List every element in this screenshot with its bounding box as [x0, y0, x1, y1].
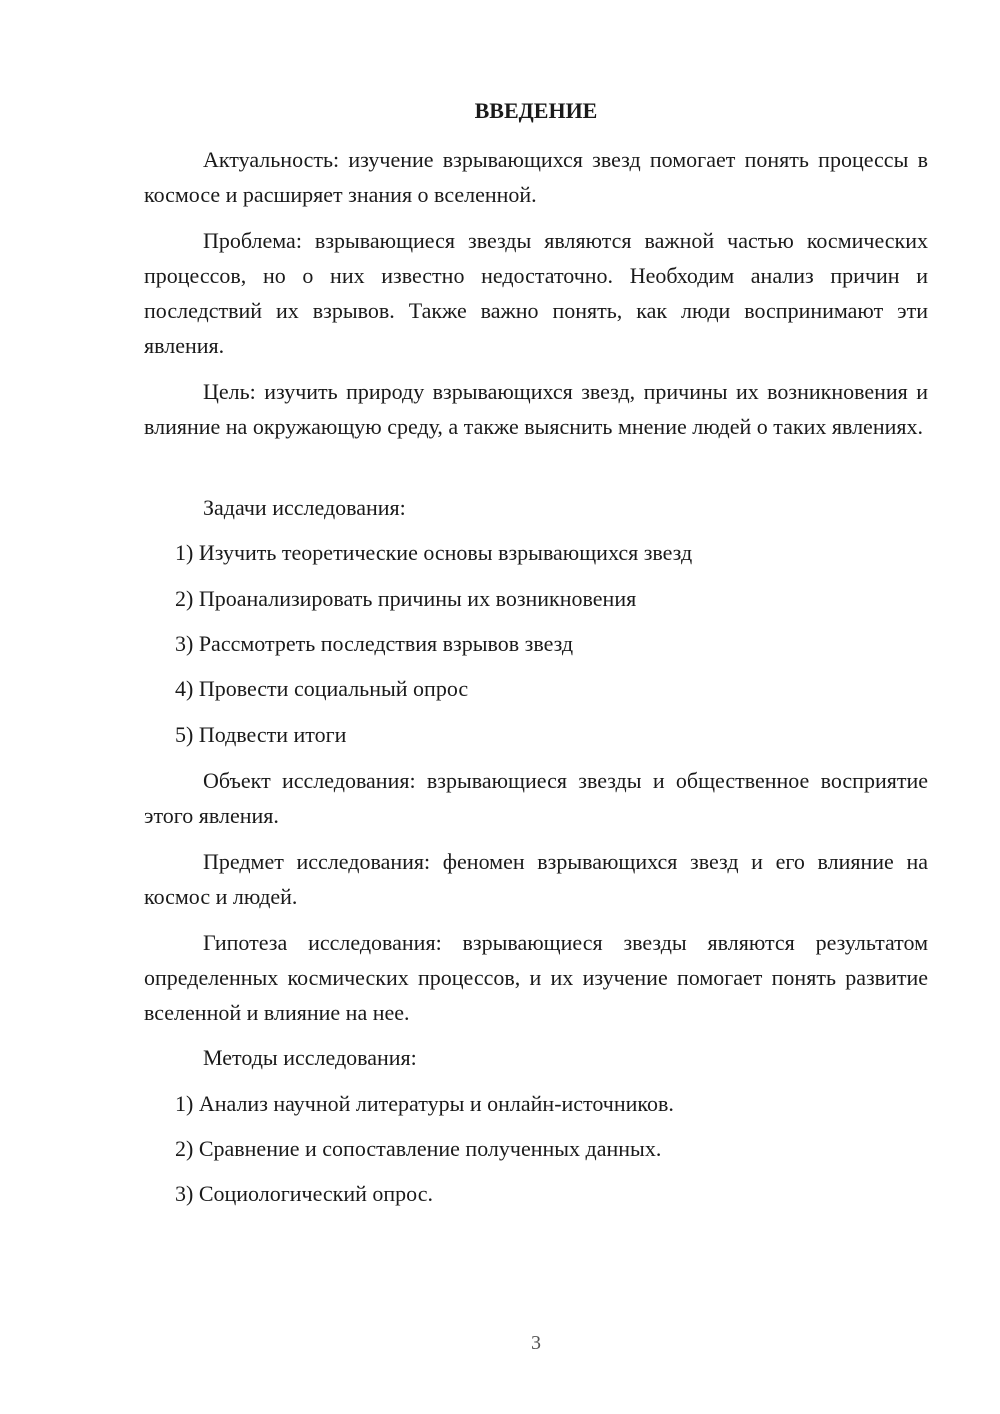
problem-paragraph: Проблема: взрывающиеся звезды являются важной частью космических процессов, но о них известно недостаточно. Необходим анализ причин и последствий их взрывов. Также важно понять, как люди воспринимают эти явления. — [144, 228, 928, 358]
task-item: 2) Проанализировать причины их возникновения — [175, 586, 637, 611]
hypothesis-paragraph: Гипотеза исследования: взрывающиеся звезды являются результатом определенных космических процессов, и их изучение помогает понять развитие вселенной и влияние на нее. — [144, 930, 928, 1025]
goal-paragraph: Цель: изучить природу взрывающихся звезд, причины их возникновения и влияние на окружающую среду, а также выяснить мнение людей о таких явлениях. — [144, 379, 928, 439]
tasks-heading: Задачи исследования: — [203, 495, 406, 520]
object-paragraph: Объект исследования: взрывающиеся звезды и общественное восприятие этого явления. — [144, 768, 928, 828]
relevance-paragraph: Актуальность: изучение взрывающихся звезд помогает понять процессы в космосе и расширяет знания о вселенной. — [144, 147, 928, 207]
task-item: 4) Провести социальный опрос — [175, 676, 469, 701]
page-title: ВВЕДЕНИЕ — [474, 98, 598, 123]
task-item: 5) Подвести итоги — [175, 722, 347, 747]
method-item: 2) Сравнение и сопоставление полученных данных. — [175, 1136, 662, 1161]
method-item: 3) Социологический опрос. — [175, 1181, 433, 1206]
method-item: 1) Анализ научной литературы и онлайн-источников. — [175, 1091, 674, 1116]
methods-heading: Методы исследования: — [203, 1045, 417, 1070]
task-item: 3) Рассмотреть последствия взрывов звезд — [175, 631, 574, 656]
task-item: 1) Изучить теоретические основы взрывающихся звезд — [175, 540, 693, 565]
subject-paragraph: Предмет исследования: феномен взрывающихся звезд и его влияние на космос и людей. — [144, 849, 928, 909]
page-number: 3 — [531, 1332, 541, 1354]
